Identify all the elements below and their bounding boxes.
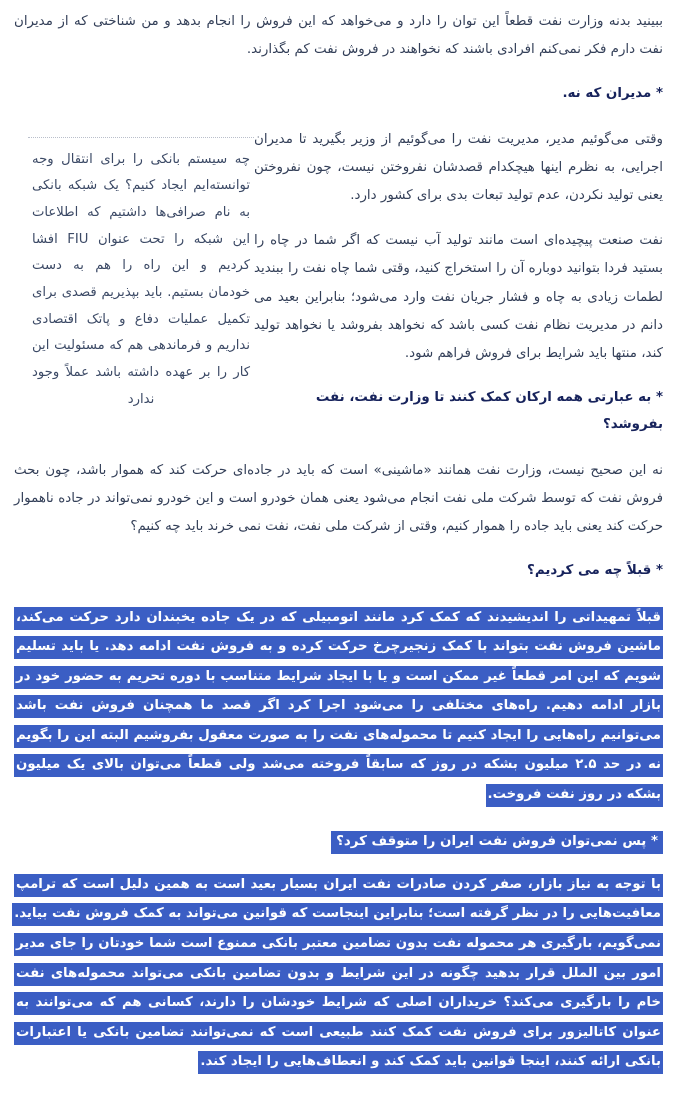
highlighted-question-heading <box>14 829 663 856</box>
question-heading: * مدیران که نه. <box>562 85 663 101</box>
pullquote-box <box>28 137 254 414</box>
question-heading: * قبلاً چه می کردیم؟ <box>527 562 663 578</box>
paragraph: ببینید بدنه وزارت نفت قطعاً این توان را دارد و می‌خواهد که این فروش را انجام بدهد و من شناختی که از مدیران نفت دارم فکر نمی‌کنم افرادی باشند که نخواهند در فروش نفت کم بگذارند. <box>14 14 663 58</box>
paragraph: نفت صنعت پیچیده‌ای است مانند تولید آب نیست که اگر شما در چاه را بستید فردا بتوانید دوباره آن را استخراج کنید، وقتی شما چاه نفت را ببندید لطمات زیادی به چاه و فشار جریان نفت وارد می‌شود؛ بنابراین بعید می دانم در مدیریت نظام نفت کسی باشد که نخواهد بفروشد یا نخواهد تولید کند، منتها باید شرایط برای فروش فراهم شود. <box>254 232 663 362</box>
highlight-span: قبلاً تمهیداتی را اندیشیدند که کمک کرد مانند اتومبیلی که در یک جاده یخبندان دارد حرکت می‌کند، ماشین فروش نفت بتواند با کمک زنجیرچرخ حرکت کرده و به فروش نفت ادامه دهد. یا باید تسلیم شویم که این امر قطعاً غیر ممکن است و یا با ایجاد شرایط متناسب با دوره تحریم به حضور خود در بازار ادامه دهیم. راه‌های مختلفی را می‌شود اجرا کرد اگر قصد ما همچنان فروش نفت باشد می‌توانیم راه‌هایی را ایجاد کنیم تا محموله‌های نفت را به صورت معقول بفروشیم البته این را بگویم نه در حد ۲.۵ میلیون بشکه در روز که سابقاً فروخته می‌شد ولی قطعاً می‌توان بالای یک میلیون بشکه در روز نفت فروخت. <box>14 607 663 807</box>
paragraph: نه این صحیح نیست، وزارت نفت همانند «ماشینی» است که باید در جاده‌ای حرکت کند که هموار باشد، چون بحث فروش نفت که توسط شرکت ملی نفت انجام می‌شود یعنی همان خودرو است و این خودرو نمی‌تواند در جاده ناهموار حرکت کند یعنی باید جاده را هموار کنیم، وقتی از شرکت ملی نفت، نفت نمی خرند باید چه کنیم؟ <box>14 462 663 535</box>
question-heading: * به عبارتی همه ارکان کمک کنند تا وزارت نفت، نفت بفروشد؟ <box>315 389 663 432</box>
paragraph: وقتی می‌گوئیم مدیر، مدیریت نفت را می‌گوئیم از وزیر بگیرید تا مدیران اجرایی، به نظرم اینها هیچکدام قصدشان نفروختن نیست، چون نفروختن یعنی تولید نکردن، عدم تولید تبعات بدی برای کشور دارد. <box>254 131 663 204</box>
highlighted-paragraph <box>14 603 663 810</box>
highlighted-paragraph <box>14 870 663 1077</box>
highlight-span: * پس نمی‌توان فروش نفت ایران را متوقف کرد؟ <box>331 831 663 854</box>
highlight-span: با توجه به نیاز بازار، صفر کردن صادرات نفت ایران بسیار بعید است به همین دلیل است که ترامپ معافیت‌هایی را در نظر گرفته است؛ بنابراین اینجاست که قوانین می‌تواند به کمک فروش نفت بیاید. نمی‌گویم، بارگیری هر محموله نفت بدون تضامین معتبر بانکی ممنوع است شما خودتان را جای مدیر امور بین الملل قرار بدهید چگونه در این شرایط و بدون تضامین بانکی می‌تواند محموله‌های نفت خام را بارگیری می‌کند؟ خریداران اصلی که شرایط خودشان را دارند، کسانی هم که می‌توانند به عنوان کاتالیزور برای فروش نفت کمک کنند طبیعی است که نمی‌توانند تضامین بانکی یا اعتبارات بانکی ارائه کنند، اینجا قوانین باید کمک کند و انعطاف‌هایی را ایجاد کند. <box>12 874 663 1074</box>
pullquote-text: چه سیستم بانکی را برای انتقال وجه توانسته‌ایم ایجاد کنیم؟ یک شبکه بانکی به نام صرافی‌ها داشتیم که اطلاعات این شبکه را تحت عنوان FIU افشا کردیم و این راه را هم به دست خودمان بستیم. باید بپذیریم قصدی برای تکمیل عملیات دفاع و پاتک اقتصادی نداریم و فرماندهی هم که مسئولیت این کار را بر عهده داشته باشد عملاً وجود ندارد <box>32 151 250 407</box>
